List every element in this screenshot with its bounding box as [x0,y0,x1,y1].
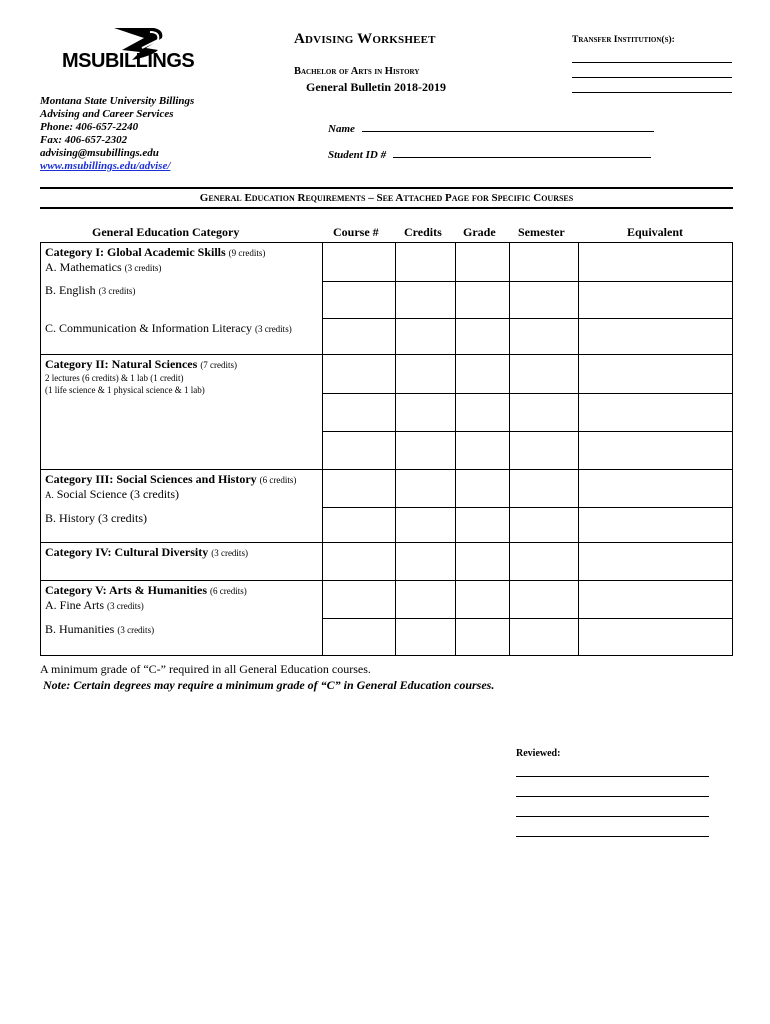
credits-cell[interactable] [396,282,456,318]
course-cell[interactable] [323,243,396,282]
category-3a-label: Social Science (3 credits) [56,487,180,501]
semester-cell[interactable] [510,243,579,282]
category-3b-label: B. History (3 credits) [45,511,147,525]
course-cell[interactable] [323,282,396,318]
course-cell[interactable] [323,508,396,543]
grade-cell[interactable] [456,543,510,581]
section-rule-bottom [40,207,733,209]
reviewed-line-3[interactable] [516,816,709,817]
dept-name: Advising and Career Services [40,108,174,120]
course-cell[interactable] [323,432,396,470]
equivalent-cell[interactable] [579,394,733,432]
col-grade: Grade [463,225,496,239]
equivalent-cell[interactable] [579,581,733,619]
equivalent-cell[interactable] [579,243,733,282]
org-name: Montana State University Billings [40,95,195,107]
category-4-title: Category IV: Cultural Diversity [45,545,209,559]
col-equivalent: Equivalent [627,225,684,239]
semester-cell[interactable] [510,282,579,318]
grade-cell[interactable] [456,432,510,470]
fax: Fax: 406-657-2302 [40,134,128,146]
semester-cell[interactable] [510,543,579,581]
student-id-field[interactable] [393,148,651,158]
reviewed-line-4[interactable] [516,836,709,837]
semester-cell[interactable] [510,432,579,470]
col-semester: Semester [518,225,565,239]
semester-cell[interactable] [510,508,579,543]
semester-cell[interactable] [510,619,579,656]
category-1a-label: A. Mathematics [45,260,122,274]
category-5a-credits: (3 credits) [107,601,144,611]
table-row [41,543,733,581]
section-rule-top [40,187,733,189]
category-5-credits: (6 credits) [210,586,247,596]
website-link[interactable]: www.msubillings.edu/advise/ [40,160,171,172]
category-2-credits: (7 credits) [200,360,238,370]
category-4-credits: (3 credits) [211,548,248,558]
col-category: General Education Category [92,225,240,239]
category-5-title: Category V: Arts & Humanities [45,583,207,597]
course-cell[interactable] [323,619,396,656]
category-2-line1: 2 lectures (6 credits) & 1 lab (1 credit) [45,373,184,383]
category-5b-label: B. Humanities [45,622,115,636]
reviewed-label: Reviewed: [516,748,561,759]
course-cell[interactable] [323,318,396,354]
equivalent-cell[interactable] [579,508,733,543]
category-1-title: Category I: Global Academic Skills [45,245,226,259]
category-1a-credits: (3 credits) [124,263,162,273]
table-row [41,581,733,619]
course-cell[interactable] [323,581,396,619]
semester-cell[interactable] [510,355,579,394]
phone: Phone: 406-657-2240 [40,121,139,133]
section-title: General Education Requirements – See Attached Page for Specific Courses [199,192,574,204]
grade-cell[interactable] [456,581,510,619]
category-1c-credits: (3 credits) [254,324,292,334]
category-3-cell [41,470,323,543]
category-1-cell [41,243,323,355]
grade-cell[interactable] [456,355,510,394]
semester-cell[interactable] [510,394,579,432]
logo-wordmark: MSUBILLINGS [62,50,195,72]
equivalent-cell[interactable] [579,282,733,318]
grade-cell[interactable] [456,243,510,282]
category-1b-credits: (3 credits) [98,286,136,296]
category-5b-credits: (3 credits) [117,625,155,635]
equivalent-cell[interactable] [579,619,733,656]
requirements-table [40,242,733,656]
grade-cell[interactable] [456,508,510,543]
category-1-credits: (9 credits) [228,248,266,258]
col-credits: Credits [404,225,442,239]
equivalent-cell[interactable] [579,432,733,470]
equivalent-cell[interactable] [579,470,733,508]
category-3-title: Category III: Social Sciences and History [45,472,257,486]
name-label: Name [328,123,355,135]
contact-block [40,95,194,173]
reviewed-line-2[interactable] [516,796,709,797]
transfer-field-1[interactable] [572,62,732,63]
table-row [41,243,733,282]
credits-cell[interactable] [396,432,456,470]
email: advising@msubillings.edu [40,147,159,159]
table-row [41,355,733,394]
equivalent-cell[interactable] [579,355,733,394]
reviewed-line-1[interactable] [516,776,709,777]
category-2-cell [41,355,323,470]
credits-cell[interactable] [396,243,456,282]
degree-title: Bachelor of Arts in History [294,66,420,77]
course-cell[interactable] [323,543,396,581]
category-2-title: Category II: Natural Sciences [45,357,198,371]
student-id-label: Student ID # [328,149,387,161]
page-title: Advising Worksheet [294,31,436,47]
grade-cell[interactable] [456,318,510,354]
table-row [41,470,733,508]
credits-cell[interactable] [396,543,456,581]
category-5-cell [41,581,323,656]
category-1b-label: B. English [45,283,96,297]
category-3a-prefix: A. [45,490,54,500]
col-course: Course # [333,225,379,239]
credits-cell[interactable] [396,619,456,656]
course-cell[interactable] [323,394,396,432]
semester-cell[interactable] [510,581,579,619]
equivalent-cell[interactable] [579,543,733,581]
grade-cell[interactable] [456,282,510,318]
credits-cell[interactable] [396,470,456,508]
student-id-row [328,148,651,161]
semester-cell[interactable] [510,318,579,354]
credits-cell[interactable] [396,355,456,394]
transfer-label: Transfer Institution(s): [572,35,675,45]
bulletin-year: General Bulletin 2018-2019 [306,80,446,94]
name-row [328,122,654,135]
category-3-credits: (6 credits) [259,475,297,485]
category-1c-label: C. Communication & Information Literacy [45,321,252,335]
credits-cell[interactable] [396,581,456,619]
credits-cell[interactable] [396,508,456,543]
grade-cell[interactable] [456,470,510,508]
equivalent-cell[interactable] [579,318,733,354]
category-5a-label: A. Fine Arts [45,598,105,612]
course-cell[interactable] [323,470,396,508]
grade-cell[interactable] [456,619,510,656]
transfer-field-2[interactable] [572,77,732,78]
grade-note: A minimum grade of “C-” required in all General Education courses. [40,662,371,676]
credits-cell[interactable] [396,394,456,432]
grade-cell[interactable] [456,394,510,432]
credits-cell[interactable] [396,318,456,354]
category-2-line2: (1 life science & 1 physical science & 1 lab) [45,385,205,395]
semester-cell[interactable] [510,470,579,508]
degree-grade-note: Note: Certain degrees may require a minimum grade of “C” in General Education courses. [43,678,495,692]
name-field[interactable] [362,122,654,132]
category-4-cell [41,543,323,581]
course-cell[interactable] [323,355,396,394]
transfer-field-3[interactable] [572,92,732,93]
